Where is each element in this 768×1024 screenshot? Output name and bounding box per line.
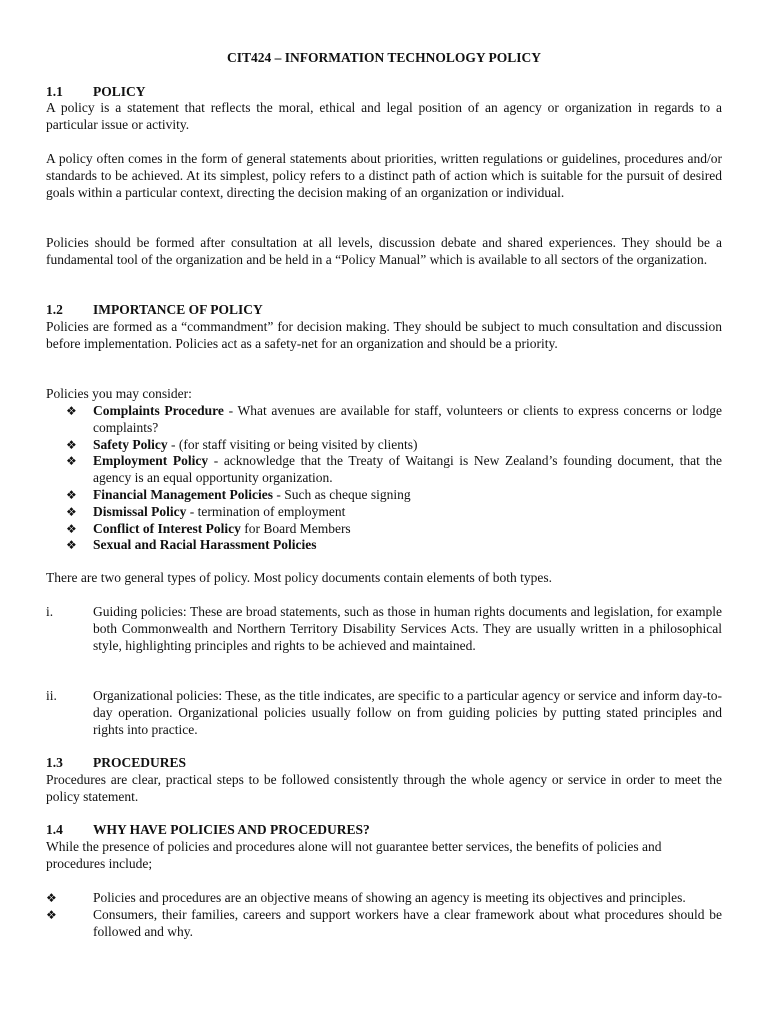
policy-type-text: Organizational policies: These, as the title indicates, are specific to a particular agency or service and inform day-to-day operation. Organizational policies usually follow on from guiding policies by putting stated principles and rights into practice. (93, 688, 722, 737)
policy-paragraph-1: A policy is a statement that reflects the moral, ethical and legal position of an agency or organization in regards to a particular issue or activity. (46, 100, 722, 132)
section-1-2-heading (46, 302, 722, 319)
section-title: POLICY (93, 84, 146, 99)
bullet-icon: ❖ (66, 504, 77, 519)
list-item (66, 537, 722, 554)
section-title: IMPORTANCE OF POLICY (93, 302, 263, 317)
list-item-title: Safety Policy (93, 436, 168, 452)
section-1-4-heading (46, 822, 722, 839)
benefits-intro: While the presence of policies and procedures alone will not guarantee better services, the benefits of policies and procedures include; (46, 839, 662, 871)
policy-type-text: Guiding policies: These are broad statements, such as those in human rights documents and legislation, for example both Commonwealth and Northern Territory Disability Services Acts. They are usually written in a philosophical style, highlighting principles and rights to be achieved and maintained. (93, 604, 722, 653)
list-item (46, 890, 722, 907)
list-item-title: Conflict of Interest Policy (93, 520, 241, 536)
bullet-icon: ❖ (46, 907, 57, 922)
policy-paragraph-3: Policies should be formed after consultation at all levels, discussion debate and shared experiences. They should be a fundamental tool of the organization and be held in a “Policy Manual” which is available to all sectors of the organization. (46, 235, 722, 267)
bullet-icon: ❖ (46, 891, 57, 905)
list-item-title: Financial Management Policies (93, 486, 273, 502)
list-item-text: - acknowledge that the Treaty of Waitangi is New Zealand’s founding document, that the agency is an equal opportunity organization. (93, 453, 723, 486)
policy-list (66, 403, 722, 554)
document-title: CIT424 – INFORMATION TECHNOLOGY POLICY (226, 50, 542, 65)
section-1-3-heading (46, 755, 722, 772)
policy-type-item (46, 604, 722, 654)
section-1-1-heading (46, 84, 722, 101)
list-item (66, 521, 722, 538)
list-item (46, 907, 722, 941)
bullet-icon: ❖ (66, 521, 77, 536)
policy-paragraph-2: A policy often comes in the form of general statements about priorities, written regulations or guidelines, procedures and/or standards to be achieved. At its simplest, policy refers to a distinct path of action which is suitable for the pursuit of desired goals within a particular context, directing the decision making of an organization or individual. (46, 151, 722, 200)
list-item-text: - Such as cheque signing (272, 486, 411, 502)
list-item (66, 453, 722, 487)
section-number: 1.4 (46, 822, 63, 837)
bullet-icon: ❖ (66, 437, 77, 452)
section-title: WHY HAVE POLICIES AND PROCEDURES? (93, 822, 370, 837)
section-number: 1.3 (46, 755, 63, 770)
section-number: 1.2 (46, 302, 63, 317)
list-item-title: Dismissal Policy (93, 503, 187, 519)
list-item (66, 403, 722, 437)
roman-marker: i. (46, 604, 54, 619)
section-title: PROCEDURES (93, 755, 187, 770)
section-number: 1.1 (46, 84, 63, 99)
policy-type-item (46, 688, 722, 738)
list-item-text: - termination of employment (186, 503, 346, 519)
list-item (66, 437, 722, 454)
list-item-title: Complaints Procedure (93, 403, 224, 418)
list-item-text: for Board Members (240, 520, 351, 536)
list-item-title: Employment Policy (93, 453, 209, 469)
list-item (66, 487, 722, 504)
procedures-paragraph: Procedures are clear, practical steps to be followed consistently through the whole agency or service in order to meet the policy statement. (46, 772, 722, 804)
list-item-text: Consumers, their families, careers and support workers have a clear framework about what procedures should be followed and why. (93, 906, 722, 939)
policies-consider-intro: Policies you may consider: (46, 386, 192, 401)
bullet-icon: ❖ (66, 487, 77, 502)
list-item (66, 504, 722, 521)
bullet-icon: ❖ (66, 454, 77, 469)
list-item-title: Sexual and Racial Harassment Policies (93, 537, 317, 553)
roman-marker: ii. (46, 688, 57, 703)
list-item-text: - What avenues are available for staff, volunteers or clients to express concerns or lodge complaints? (93, 403, 722, 435)
list-item-text: Policies and procedures are an objective means of showing an agency is meeting its objectives and principles. (93, 890, 686, 905)
benefits-list (46, 890, 722, 940)
bullet-icon: ❖ (66, 404, 77, 418)
bullet-icon: ❖ (66, 538, 77, 553)
list-item-text: - (for staff visiting or being visited by clients) (167, 436, 418, 452)
policy-types-intro: There are two general types of policy. Most policy documents contain elements of both types. (46, 570, 552, 585)
importance-paragraph: Policies are formed as a “commandment” for decision making. They should be subject to much consultation and discussion before implementation. Policies act as a safety-net for an organization and should be a priority. (46, 319, 722, 351)
